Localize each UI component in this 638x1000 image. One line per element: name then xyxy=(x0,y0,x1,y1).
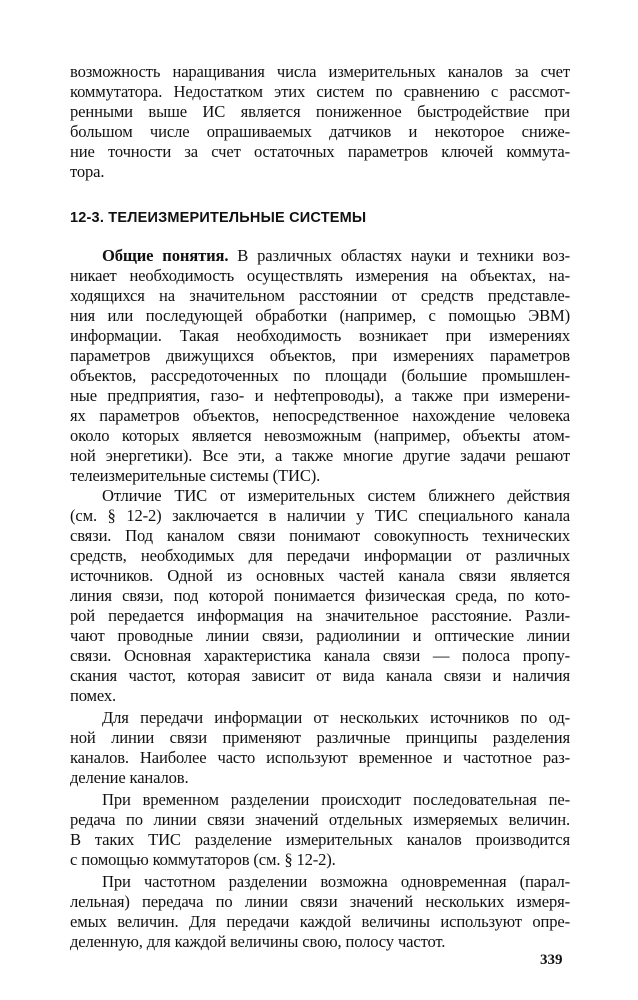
paragraph-line: скания частот, которая зависит от вида канала связи и наличия xyxy=(70,666,570,685)
paragraph-line: деленную, для каждой величины свою, полосу частот. xyxy=(70,932,446,951)
paragraph-line: средств, необходимых для передачи информации от различных xyxy=(70,546,570,565)
page-number: 339 xyxy=(540,952,563,968)
paragraph-line: рой передается информация на значительное расстояние. Разли- xyxy=(70,606,570,625)
intro-line: ние точности за счет остаточных параметров ключей коммута- xyxy=(70,142,570,161)
paragraph-line: информации. Такая необходимость возникает при измерениях xyxy=(70,326,570,345)
paragraph-line: связи. Под каналом связи понимают совокупность технических xyxy=(70,526,570,545)
paragraph-line: с помощью коммутаторов (см. § 12-2). xyxy=(70,850,336,869)
paragraph-line: телеизмерительные системы (ТИС). xyxy=(70,466,321,485)
paragraph-line: ной линии связи применяют различные принципы разделения xyxy=(70,728,570,747)
paragraph-line: редача по линии связи значений отдельных измеряемых величин. xyxy=(70,810,570,829)
paragraph-line: линия связи, под которой понимается физическая среда, по кото- xyxy=(70,586,570,605)
paragraph-line: При временном разделении происходит последовательная пе- xyxy=(102,790,570,809)
intro-line: коммутатора. Недостатком этих систем по сравнению с рассмот- xyxy=(70,82,570,101)
paragraph-line: (см. § 12-2) заключается в наличии у ТИС специального канала xyxy=(70,506,570,525)
paragraph-line: параметров движущихся объектов, при измерениях параметров xyxy=(70,346,570,365)
paragraph-line: деление каналов. xyxy=(70,768,189,787)
paragraph-line: чают проводные линии связи, радиолинии и оптические линии xyxy=(70,626,570,645)
paragraph-line: каналов. Наиболее часто используют временное и частотное раз- xyxy=(70,748,570,767)
lead-rest: В различных областях науки и техники воз- xyxy=(228,246,571,265)
paragraph-line: помех. xyxy=(70,686,117,705)
paragraph-line: ния или последующей обработки (например, с помощью ЭВМ) xyxy=(70,306,570,325)
paragraph-line: ходящихся на значительном расстоянии от средств представле- xyxy=(70,286,570,305)
intro-line: большом числе опрашиваемых датчиков и некоторое сниже- xyxy=(70,122,570,141)
paragraph-line: емых величин. Для передачи каждой величины используют опре- xyxy=(70,912,570,931)
section-heading: 12-3. ТЕЛЕИЗМЕРИТЕЛЬНЫЕ СИСТЕМЫ xyxy=(70,210,367,226)
paragraph-line: При частотном разделении возможна одновременная (парал- xyxy=(102,872,570,891)
paragraph-line: источников. Одной из основных частей канала связи является xyxy=(70,566,570,585)
paragraph-line: лельная) передача по линии связи значений нескольких измеря- xyxy=(70,892,570,911)
paragraph-line: ные предприятия, газо- и нефтепроводы), а также при измерени- xyxy=(70,386,570,405)
intro-line: возможность наращивания числа измерительных каналов за счет xyxy=(70,62,570,81)
paragraph-line: объектов, рассредоточенных по площади (большие промышлен- xyxy=(70,366,570,385)
lead-term: Общие понятия. xyxy=(102,246,229,265)
paragraph-line: ях параметров объектов, непосредственное нахождение человека xyxy=(70,406,570,425)
paragraph-line: Отличие ТИС от измерительных систем ближнего действия xyxy=(102,486,570,505)
paragraph-line: Для передачи информации от нескольких источников по од- xyxy=(102,708,570,727)
paragraph-line: связи. Основная характеристика канала связи — полоса пропу- xyxy=(70,646,570,665)
paragraph-line xyxy=(102,246,570,266)
paragraph-line: ной энергетики). Все эти, а также многие другие задачи решают xyxy=(70,446,570,465)
intro-line: тора. xyxy=(70,162,105,181)
paragraph-line: около которых является невозможным (например, объекты атом- xyxy=(70,426,570,445)
paragraph-line: никает необходимость осуществлять измерения на объектах, на- xyxy=(70,266,570,285)
paragraph-line: В таких ТИС разделение измерительных каналов производится xyxy=(70,830,570,849)
intro-line: ренными выше ИС является пониженное быстродействие при xyxy=(70,102,570,121)
